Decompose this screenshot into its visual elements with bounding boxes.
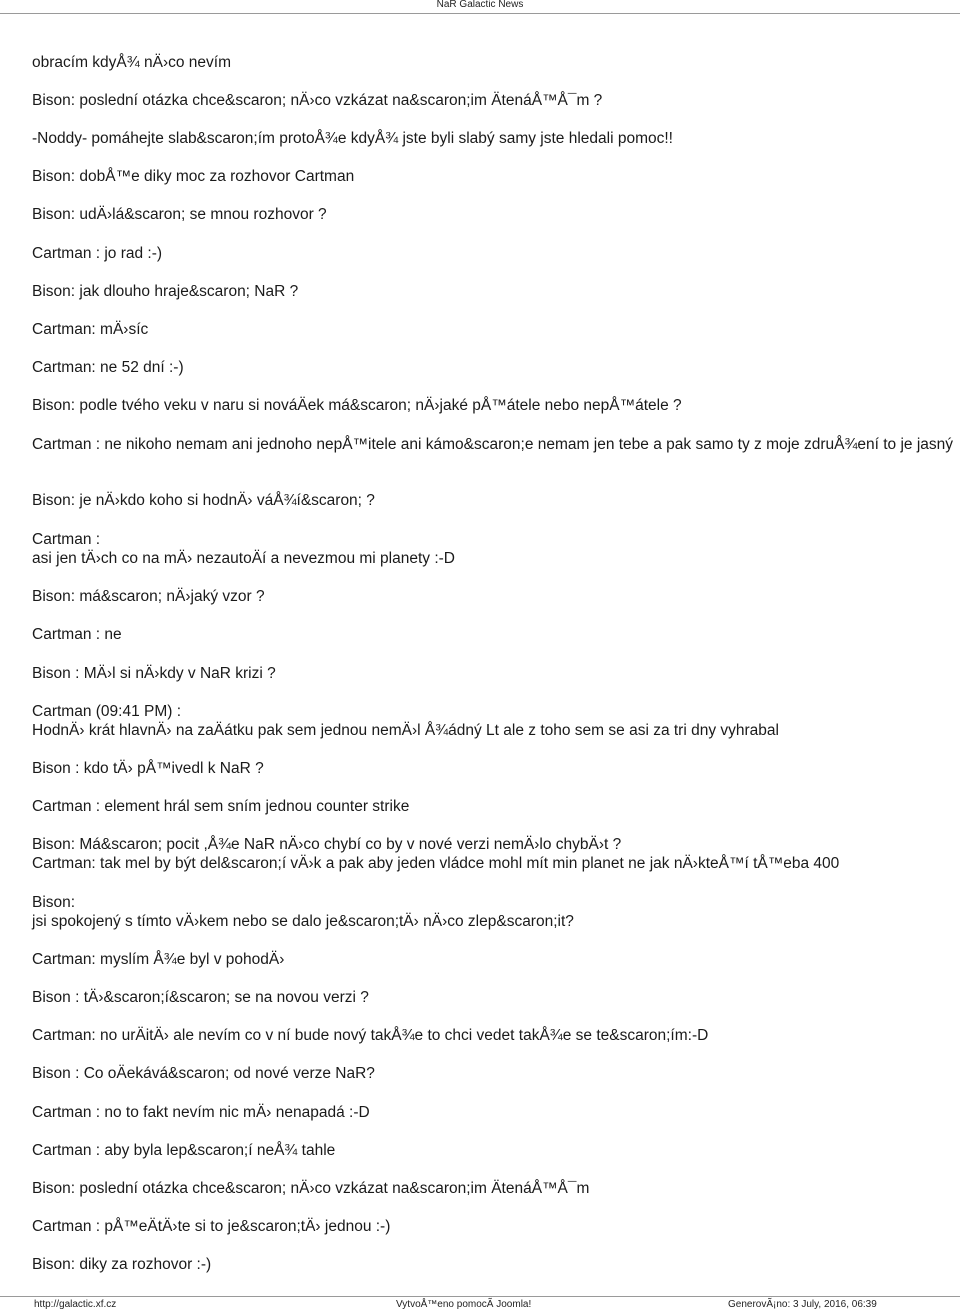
text-line: Bison : MÄ›l si nÄ›kdy v NaR krizi ?	[32, 665, 276, 682]
text-line: Bison:	[32, 894, 76, 911]
text-line: Bison: podle tvého veku v naru si nováÄek má&scaron; nÄ›jaké pÅ™átele nebo nepÅ™átele ?	[32, 397, 682, 414]
footer-generated-date: GenerovÃ¡no: 3 July, 2016, 06:39	[728, 1299, 877, 1310]
text-line: Bison: má&scaron; nÄ›jaký vzor ?	[32, 588, 265, 605]
text-line: Cartman : ne nikoho nemam ani jednoho nepÅ™itele ani kámo&scaron;e nemam jen tebe a pak samo ty z moje zdruÅ¾ení to je jasný	[32, 436, 954, 453]
text-line: Cartman: no urÄitÄ› ale nevím co v ní bude nový takÅ¾e to chci vedet takÅ¾e se te&scaron;ím:-D	[32, 1027, 709, 1044]
page-header	[0, 0, 960, 14]
text-line: Bison: je nÄ›kdo koho si hodnÄ› váÅ¾í&scaron; ?	[32, 492, 375, 509]
text-line: Bison : tÄ›&scaron;í&scaron; se na novou verzi ?	[32, 989, 369, 1006]
text-line: Cartman :	[32, 531, 101, 548]
footer-site-url: http://galactic.xf.cz	[34, 1299, 117, 1310]
text-line: Cartman: tak mel by být del&scaron;í vÄ›k a pak aby jeden vládce mohl mít min planet ne jak nÄ›kteÅ™í tÅ™eba 400	[32, 855, 840, 872]
text-line: Cartman (09:41 PM) :	[32, 703, 182, 720]
footer-generator: VytvoÅ™eno pomocÃ Joomla!	[396, 1299, 532, 1310]
text-line: Bison: diky za rozhovor :-)	[32, 1256, 212, 1273]
text-line: Cartman: ne 52 dní :-)	[32, 359, 184, 376]
text-line: obracím kdyÅ¾ nÄ›co nevím	[32, 54, 231, 71]
text-line: Bison : kdo tÄ› pÅ™ivedl k NaR ?	[32, 760, 264, 777]
text-line: Cartman : pÅ™eÄtÄ›te si to je&scaron;tÄ› jednou :-)	[32, 1218, 391, 1235]
text-line: Cartman: myslím Å¾e byl v pohodÄ›	[32, 951, 285, 968]
text-line: asi jen tÄ›ch co na mÄ› nezautoÄí a nevezmou mi planety :-D	[32, 550, 456, 567]
page-footer	[0, 1299, 960, 1311]
text-line: Bison: Má&scaron; pocit ,Å¾e NaR nÄ›co chybí co by v nové verzi nemÄ›lo chybÄ›t ?	[32, 836, 622, 853]
text-line: Cartman : ne	[32, 626, 122, 643]
text-line: Cartman : element hrál sem sním jednou counter strike	[32, 798, 410, 815]
header-divider	[0, 13, 960, 14]
text-line: Cartman : aby byla lep&scaron;í neÅ¾ tahle	[32, 1142, 336, 1159]
text-line: Cartman: mÄ›síc	[32, 321, 149, 338]
text-line: Cartman : jo rad :-)	[32, 245, 163, 262]
text-line: Bison: poslední otázka chce&scaron; nÄ›co vzkázat na&scaron;im ÄtenáÅ™Å¯m ?	[32, 92, 603, 109]
text-line: Bison : Co oÄekává&scaron; od nové verze NaR?	[32, 1065, 375, 1082]
text-line: Bison: poslední otázka chce&scaron; nÄ›co vzkázat na&scaron;im ÄtenáÅ™Å¯m	[32, 1180, 590, 1197]
text-line: -Noddy- pomáhejte slab&scaron;ím protoÅ¾e kdyÅ¾ jste byli slabý samy jste hledali pomoc!!	[32, 130, 673, 147]
text-line: HodnÄ› krát hlavnÄ› na zaÄátku pak sem jednou nemÄ›l Å¾ádný Lt ale z toho sem se asi za tri dny vyhrabal	[32, 722, 779, 739]
text-line: Bison: dobÅ™e diky moc za rozhovor Cartman	[32, 168, 355, 185]
text-line: Bison: udÄ›lá&scaron; se mnou rozhovor ?	[32, 206, 327, 223]
text-line: Cartman : no to fakt nevím nic mÄ› nenapadá :-D	[32, 1104, 370, 1121]
text-line: jsi spokojený s tímto vÄ›kem nebo se dalo je&scaron;tÄ› nÄ›co zlep&scaron;it?	[32, 913, 574, 930]
header-title: NaR Galactic News	[436, 0, 524, 10]
footer-divider	[0, 1296, 960, 1297]
text-line: Bison: jak dlouho hraje&scaron; NaR ?	[32, 283, 299, 300]
